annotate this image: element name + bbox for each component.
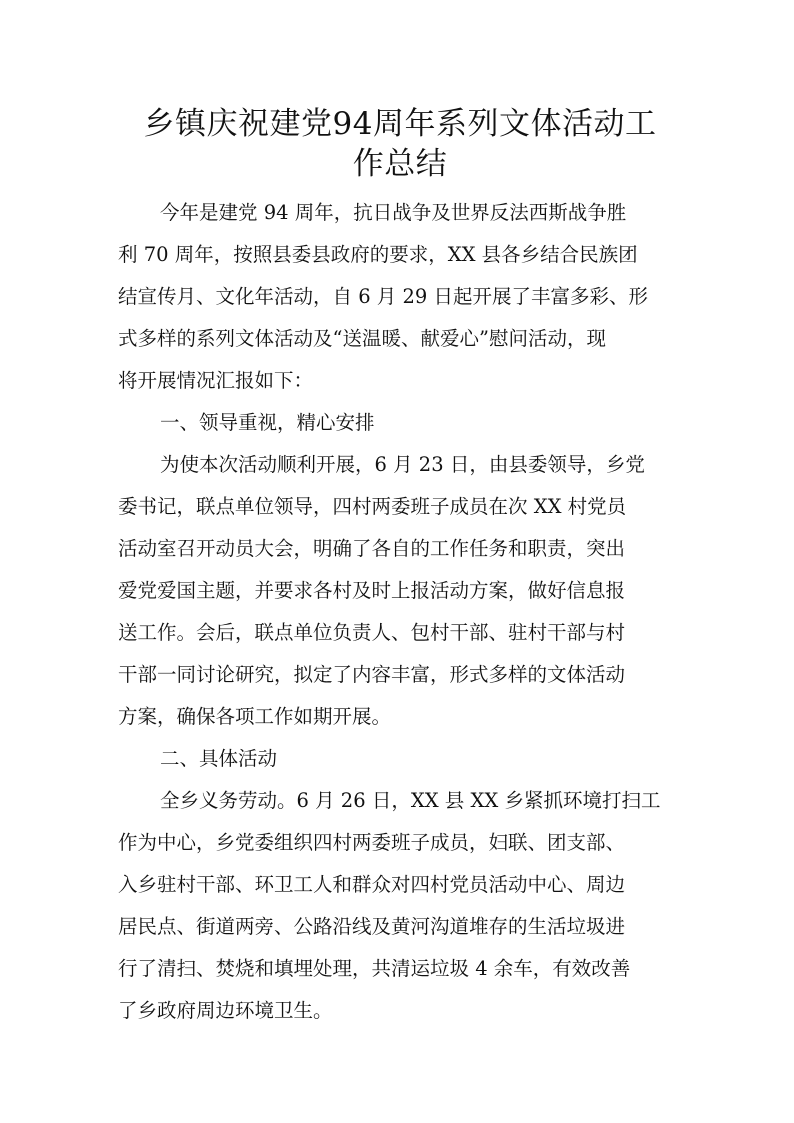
paragraph-line: 全乡义务劳动。6 月 26 日，XX 县 XX 乡紧抓环境打扫工 bbox=[160, 789, 661, 812]
document-title-line-2: 作总结 bbox=[352, 146, 448, 182]
paragraph-line: 将开展情况汇报如下： bbox=[118, 369, 314, 392]
paragraph-line: 入乡驻村干部、环卫工人和群众对四村党员活动中心、周边 bbox=[118, 873, 626, 896]
paragraph-line: 为使本次活动顺利开展，6 月 23 日，由县委领导，乡党 bbox=[160, 453, 645, 476]
paragraph-line: 结宣传月、文化年活动，自 6 月 29 日起开展了丰富多彩、形 bbox=[118, 285, 649, 308]
document-title-line-1: 乡镇庆祝建党94周年系列文体活动工 bbox=[143, 106, 657, 142]
paragraph-line: 式多样的系列文体活动及“送温暖、献爱心”慰问活动，现 bbox=[118, 327, 606, 350]
section-heading: 二、具体活动 bbox=[160, 747, 278, 770]
paragraph-line: 送工作。会后，联点单位负责人、包村干部、驻村干部与村 bbox=[118, 621, 626, 644]
paragraph-line: 委书记，联点单位领导，四村两委班子成员在次 XX 村党员 bbox=[118, 495, 627, 518]
paragraph-line: 居民点、街道两旁、公路沿线及黄河沟道堆存的生活垃圾进 bbox=[118, 915, 626, 938]
paragraph-line: 利 70 周年，按照县委县政府的要求，XX 县各乡结合民族团 bbox=[118, 243, 638, 266]
section-heading: 一、领导重视，精心安排 bbox=[160, 411, 375, 434]
paragraph-line: 作为中心，乡党委组织四村两委班子成员，妇联、团支部、 bbox=[118, 831, 626, 854]
paragraph-line: 爱党爱国主题，并要求各村及时上报活动方案，做好信息报 bbox=[118, 579, 626, 602]
paragraph-line: 方案，确保各项工作如期开展。 bbox=[118, 705, 392, 728]
paragraph-line: 今年是建党 94 周年，抗日战争及世界反法西斯战争胜 bbox=[160, 201, 627, 224]
paragraph-line: 了乡政府周边环境卫生。 bbox=[118, 999, 333, 1022]
paragraph-line: 活动室召开动员大会，明确了各自的工作任务和职责，突出 bbox=[118, 537, 626, 560]
paragraph-line: 干部一同讨论研究，拟定了内容丰富，形式多样的文体活动 bbox=[118, 663, 626, 686]
paragraph-line: 行了清扫、焚烧和填埋处理，共清运垃圾 4 余车，有效改善 bbox=[118, 957, 631, 980]
